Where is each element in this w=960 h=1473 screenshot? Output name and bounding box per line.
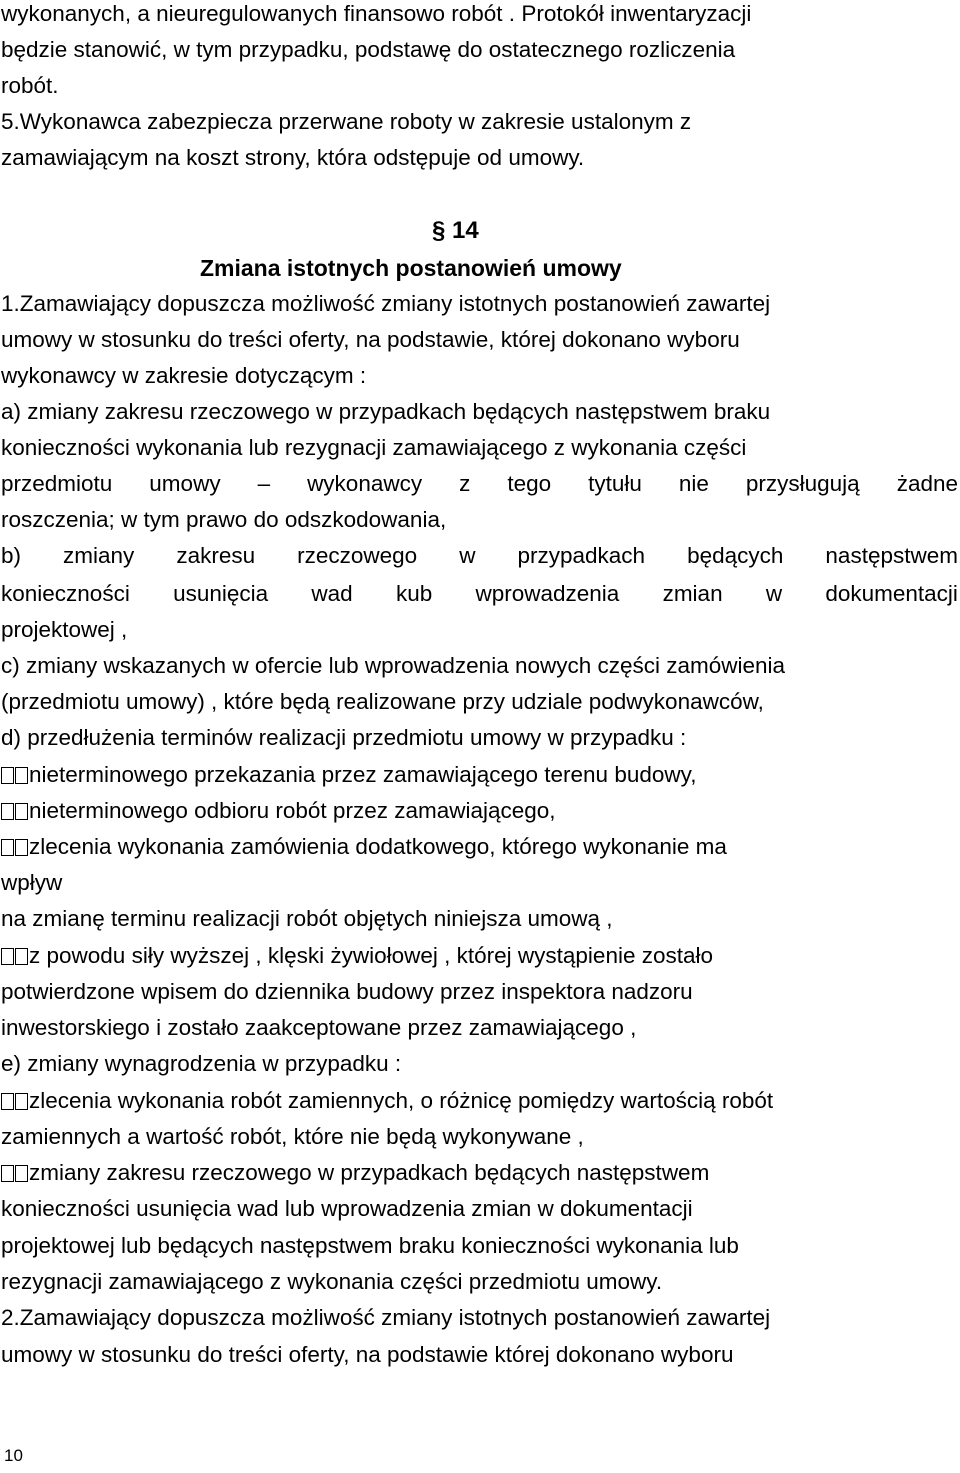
missing-glyph-icon (1, 1093, 14, 1110)
paragraph-line: 2.Zamawiający dopuszcza możliwość zmiany istotnych postanowień zawartej (1, 1305, 771, 1330)
paragraph-line: zamiennych a wartość robót, które nie będą wykonywane , (1, 1124, 584, 1149)
word: b) (1, 543, 22, 568)
missing-glyph-icon (15, 803, 28, 820)
word: tego (507, 471, 552, 496)
word: dokumentacji (825, 581, 958, 606)
paragraph-line: roszczenia; w tym prawo do odszkodowania, (1, 507, 447, 532)
word: w (765, 581, 783, 606)
section-sign-icon: § (432, 217, 446, 244)
missing-glyph-icon (15, 767, 28, 784)
word: nie (678, 471, 709, 496)
word: umowy (149, 471, 221, 496)
missing-glyph-icon (1, 767, 14, 784)
word: zakresu (176, 543, 256, 568)
text-line: wykonanych, a nieuregulowanych finansowo robót . Protokół inwentaryzacji (1, 1, 752, 26)
word: następstwem (825, 543, 958, 568)
word: zmian (662, 581, 723, 606)
word: wprowadzenia (475, 581, 620, 606)
word: wykonawcy (307, 471, 423, 496)
bullet-line: z powodu siły wyższej , klęski żywiołowej , której wystąpienie zostało (1, 938, 958, 974)
paragraph-line: inwestorskiego i zostało zaakceptowane przez zamawiającego , (1, 1015, 637, 1040)
word: wad (311, 581, 353, 606)
word: z (459, 471, 471, 496)
missing-glyph-icon (15, 1165, 28, 1182)
paragraph-line: projektowej , (1, 617, 128, 642)
paragraph-line: d) przedłużenia terminów realizacji przedmiotu umowy w przypadku : (1, 725, 687, 750)
word: w (459, 543, 476, 568)
justified-line (1, 466, 958, 502)
bullet-line: nieterminowego przekazania przez zamawiającego terenu budowy, (1, 757, 958, 793)
word: – (257, 471, 271, 496)
word: konieczności (1, 581, 130, 606)
word: przedmiotu (1, 471, 113, 496)
bullet-line: zmiany zakresu rzeczowego w przypadkach będących następstwem (1, 1155, 958, 1191)
missing-glyph-icon (15, 839, 28, 856)
paragraph-line: rezygnacji zamawiającego z wykonania części przedmiotu umowy. (1, 1269, 663, 1294)
word: zmiany (63, 543, 135, 568)
word: przypadkach (517, 543, 646, 568)
missing-glyph-icon (15, 1093, 28, 1110)
bullet-line: zlecenia wykonania zamówienia dodatkowego, którego wykonanie ma (1, 829, 958, 865)
word: żadne (896, 471, 958, 496)
missing-glyph-icon (15, 948, 28, 965)
paragraph-line: konieczności wykonania lub rezygnacji zamawiającego z wykonania części (1, 435, 747, 460)
paragraph-line: na zmianę terminu realizacji robót objętych niniejsza umową , (1, 906, 613, 931)
word: usunięcia (173, 581, 269, 606)
missing-glyph-icon (1, 948, 14, 965)
text-line: zamawiającym na koszt strony, która odstępuje od umowy. (1, 145, 585, 170)
paragraph-line: e) zmiany wynagrodzenia w przypadku : (1, 1051, 402, 1076)
section-title: Zmiana istotnych postanowień umowy (200, 255, 622, 281)
paragraph-line: umowy w stosunku do treści oferty, na podstawie której dokonano wyboru (1, 1342, 734, 1367)
paragraph-line: 1.Zamawiający dopuszcza możliwość zmiany istotnych postanowień zawartej (1, 291, 771, 316)
word: rzeczowego (297, 543, 418, 568)
paragraph-line: projektowej lub będących następstwem braku konieczności wykonania lub (1, 1233, 739, 1258)
missing-glyph-icon (1, 803, 14, 820)
bullet-line: nieterminowego odbioru robót przez zamawiającego, (1, 793, 958, 829)
paragraph-line: wpływ (1, 870, 63, 895)
word: będących (687, 543, 784, 568)
section-number: § 14 (432, 217, 479, 244)
text-line: 5.Wykonawca zabezpiecza przerwane roboty w zakresie ustalonym z (1, 109, 692, 134)
justified-line (1, 538, 958, 574)
missing-glyph-icon (1, 1165, 14, 1182)
word: kub (395, 581, 433, 606)
word: tytułu (588, 471, 642, 496)
paragraph-line: potwierdzone wpisem do dziennika budowy przez inspektora nadzoru (1, 979, 693, 1004)
paragraph-line: a) zmiany zakresu rzeczowego w przypadkach będących następstwem braku (1, 399, 771, 424)
text-line: będzie stanowić, w tym przypadku, podstawę do ostatecznego rozliczenia (1, 37, 736, 62)
text-line: robót. (1, 73, 59, 98)
justified-line (1, 576, 958, 612)
paragraph-line: wykonawcy w zakresie dotyczącym : (1, 363, 367, 388)
paragraph-line: umowy w stosunku do treści oferty, na podstawie, której dokonano wyboru (1, 327, 740, 352)
paragraph-line: (przedmiotu umowy) , które będą realizowane przy udziale podwykonawców, (1, 689, 764, 714)
page-number: 10 (4, 1446, 23, 1465)
word: przysługują (745, 471, 860, 496)
missing-glyph-icon (1, 839, 14, 856)
paragraph-line: c) zmiany wskazanych w ofercie lub wprowadzenia nowych części zamówienia (1, 653, 786, 678)
paragraph-line: konieczności usunięcia wad lub wprowadzenia zmian w dokumentacji (1, 1196, 693, 1221)
bullet-line: zlecenia wykonania robót zamiennych, o różnicę pomiędzy wartością robót (1, 1083, 958, 1119)
section-heading (0, 213, 960, 249)
